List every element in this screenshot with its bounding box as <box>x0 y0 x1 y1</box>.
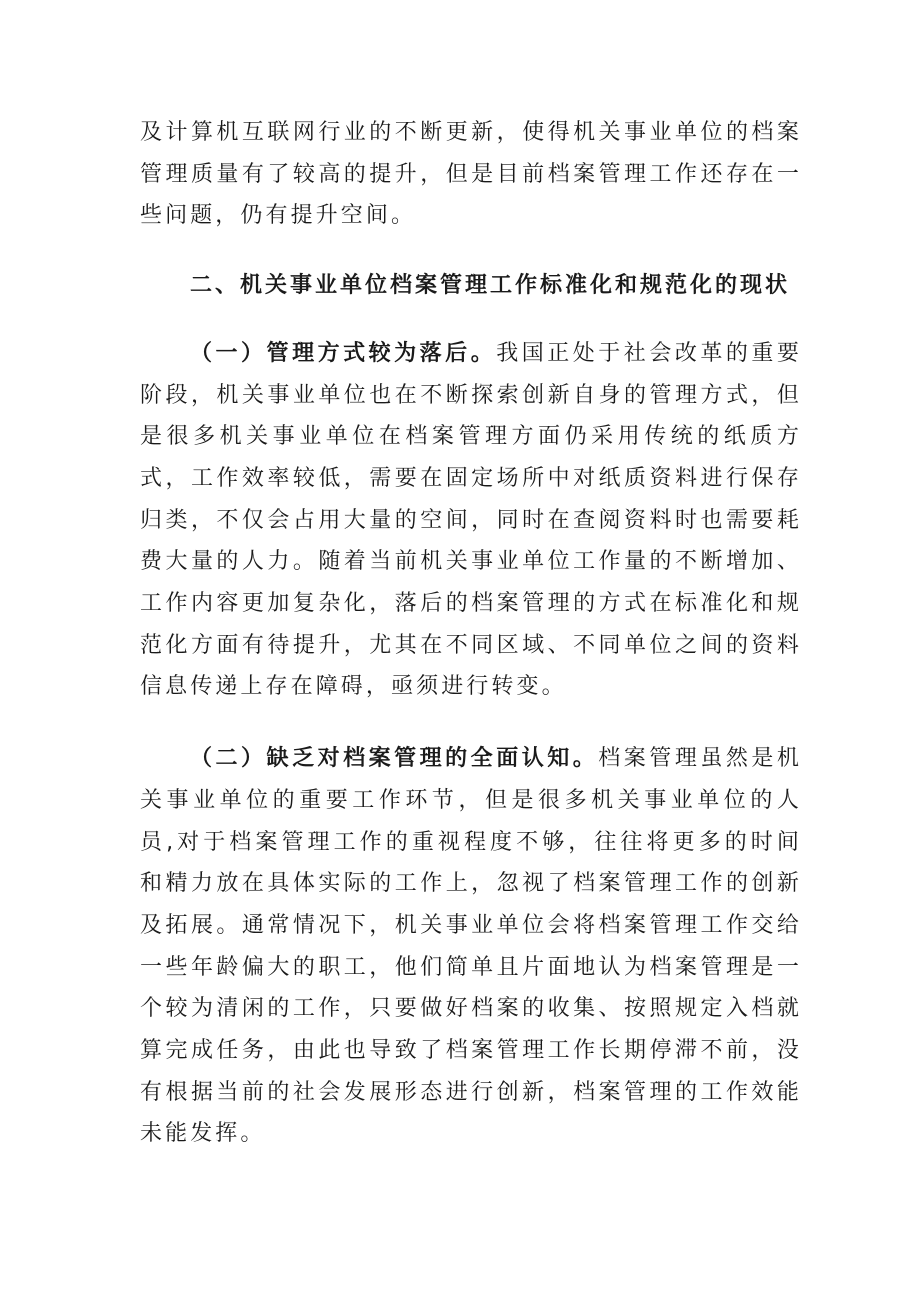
paragraph-item-2-lead: （二）缺乏对档案管理的全面认知。 <box>190 746 599 772</box>
section-heading: 二、机关事业单位档案管理工作标准化和规范化的现状 <box>190 273 791 299</box>
paragraph-item-1 <box>140 333 802 708</box>
paragraph-item-1-lead: （一）管理方式较为落后。 <box>190 340 497 366</box>
paragraph-item-2-body: 档案管理虽然是机关事业单位的重要工作环节，但是很多机关事业单位的人员,对于档案管理工作的重视程度不够，往往将更多的时间和精力放在具体实际的工作上，忽视了档案管理工作的创新及拓展。通常情况下，机关事业单位会将档案管理工作交给一些年龄偏大的职工，他们简单且片面地认为档案管理是一个较为清闲的工作，只要做好档案的收集、按照规定入档就算完成任务，由此也导致了档案管理工作长期停滞不前，没有根据当前的社会发展形态进行创新，档案管理的工作效能未能发挥。 <box>140 746 802 1147</box>
paragraph-item-1-body: 我国正处于社会改革的重要阶段，机关事业单位也在不断探索创新自身的管理方式，但是很多机关事业单位在档案管理方面仍采用传统的纸质方式，工作效率较低，需要在固定场所中对纸质资料进行保存归类，不仅会占用大量的空间，同时在查阅资料时也需要耗费大量的人力。随着当前机关事业单位工作量的不断增加、工作内容更加复杂化，落后的档案管理的方式在标准化和规范化方面有待提升，尤其在不同区域、不同单位之间的资料信息传递上存在障碍，亟须进行转变。 <box>140 340 803 700</box>
paragraph-continuation: 及计算机互联网行业的不断更新，使得机关事业单位的档案管理质量有了较高的提升，但是目前档案管理工作还存在一些问题，仍有提升空间。 <box>140 120 802 229</box>
paragraph-item-2 <box>140 738 802 1155</box>
